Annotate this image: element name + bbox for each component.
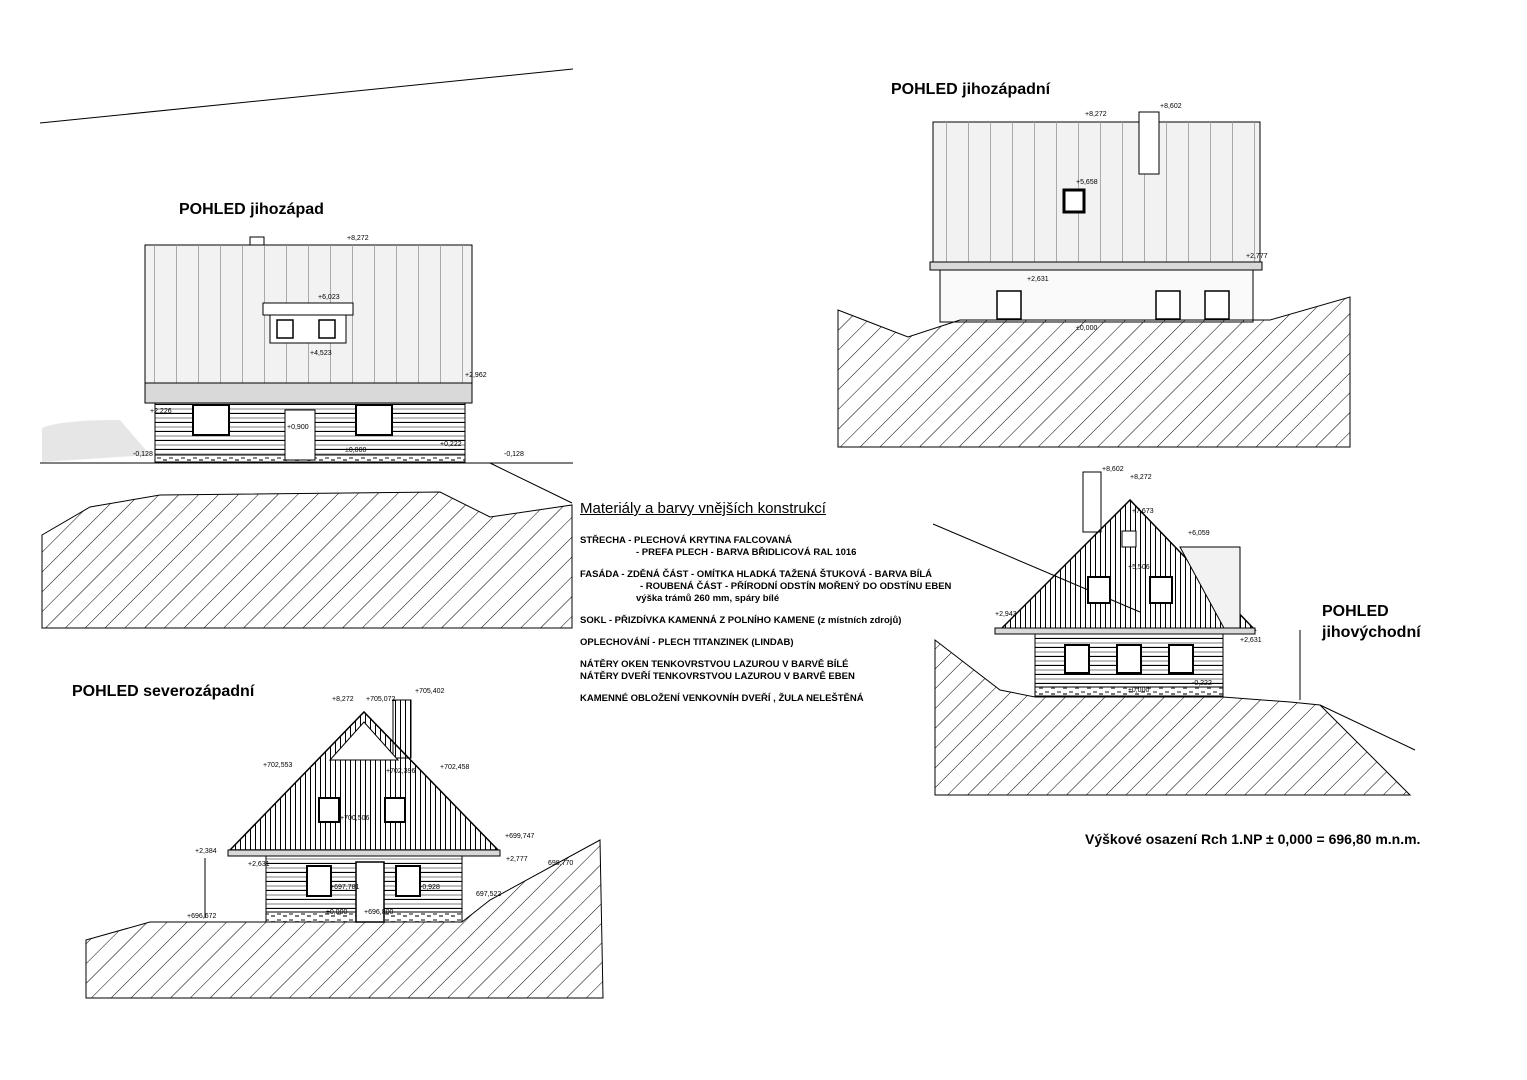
dormer-window xyxy=(277,320,293,338)
level-mark: +702,553 xyxy=(263,762,293,769)
level-mark: ±0,000 xyxy=(1128,687,1150,694)
terrain-section xyxy=(838,297,1350,447)
chimney xyxy=(1139,112,1159,174)
window xyxy=(307,866,331,896)
window xyxy=(319,798,339,822)
level-mark: +8,272 xyxy=(1130,474,1152,481)
level-mark: +5,506 xyxy=(1128,564,1150,571)
dormer-roof xyxy=(263,303,353,315)
level-mark: +697,781 xyxy=(330,884,360,891)
note-line: OPLECHOVÁNÍ - PLECH TITANZINEK (LINDAB) xyxy=(580,637,794,648)
note-line: - PREFA PLECH - BARVA BŘIDLICOVÁ RAL 1016 xyxy=(636,547,857,558)
level-mark: +7,673 xyxy=(1132,508,1154,515)
view-title-southeast-line2: jihovýchodní xyxy=(1322,624,1421,641)
window xyxy=(356,405,392,435)
level-mark: +2,226 xyxy=(150,408,172,415)
window xyxy=(193,405,229,435)
level-mark: +5,658 xyxy=(1076,179,1098,186)
view-title-northwest: POHLED severozápadní xyxy=(72,683,255,700)
chimney xyxy=(1083,472,1101,532)
level-mark: 697,522 xyxy=(476,891,502,898)
eaves xyxy=(145,383,472,403)
level-mark: +2,777 xyxy=(1246,253,1268,260)
level-mark: +702,396 xyxy=(386,768,416,775)
note-line: STŘECHA - PLECHOVÁ KRYTINA FALCOVANÁ xyxy=(580,535,792,546)
level-mark: +6,059 xyxy=(1188,530,1210,537)
window xyxy=(1156,291,1180,319)
note-plinth xyxy=(580,615,1000,627)
level-mark: ±0,000 xyxy=(326,909,348,916)
level-mark: 698,770 xyxy=(548,860,574,867)
level-mark: +702,458 xyxy=(440,764,470,771)
level-mark: +705,402 xyxy=(415,688,445,695)
terrain-section xyxy=(42,492,572,628)
window xyxy=(1117,645,1141,673)
level-mark: +2,631 xyxy=(248,861,270,868)
view-title-southwest: POHLED jihozápad xyxy=(179,201,324,218)
level-mark: +0,900 xyxy=(287,424,309,431)
level-mark: -0,222 xyxy=(1192,680,1212,687)
view-title-southwest-2: POHLED jihozápadní xyxy=(891,81,1051,98)
materials-notes xyxy=(580,500,1000,715)
note-line: FASÁDA - ZDĚNÁ ČÁST - OMÍTKA HLADKÁ TAŽENÁ ŠTUKOVÁ - BARVA BÍLÁ xyxy=(580,569,933,580)
window xyxy=(1205,291,1229,319)
window xyxy=(1150,577,1172,603)
level-mark: +2,962 xyxy=(465,372,487,379)
note-line: KAMENNÉ OBLOŽENÍ VENKOVNÍH DVEŘÍ , ŽULA NELEŠTĚNÁ xyxy=(580,693,864,704)
view-title-southeast-line1: POHLED xyxy=(1322,603,1389,620)
level-mark: ±0,000 xyxy=(345,447,367,454)
height-note: Výškové osazení Rch 1.NP ± 0,000 = 696,80 m.n.m. xyxy=(1085,831,1421,847)
eaves xyxy=(228,850,500,856)
level-mark: +4,523 xyxy=(310,350,332,357)
window xyxy=(1169,645,1193,673)
window xyxy=(385,798,405,822)
window xyxy=(997,291,1021,319)
note-line: NÁTĚRY DVEŘÍ TENKOVRSTVOU LAZUROU V BARVĚ EBEN xyxy=(580,671,855,682)
view-southwest-2 xyxy=(838,103,1350,447)
level-mark: -0,128 xyxy=(504,451,524,458)
window xyxy=(1088,577,1110,603)
gable-vent xyxy=(1122,531,1136,547)
view-southwest xyxy=(40,69,573,628)
level-mark: +696,672 xyxy=(187,913,217,920)
level-mark: +8,272 xyxy=(332,696,354,703)
level-mark: +699,747 xyxy=(505,833,535,840)
note-line: NÁTĚRY OKEN TENKOVRSTVOU LAZUROU V BARVĚ BÍLÉ xyxy=(580,659,849,670)
level-mark: -0,128 xyxy=(133,451,153,458)
level-mark: +705,072 xyxy=(366,696,396,703)
door xyxy=(285,410,315,460)
terrain-slope xyxy=(490,463,572,503)
note-roof xyxy=(580,535,1000,559)
window xyxy=(1065,645,1089,673)
level-mark: +2,631 xyxy=(1027,276,1049,283)
level-mark: +2,943 xyxy=(995,611,1017,618)
level-mark: +8,602 xyxy=(1102,466,1124,473)
roof-window xyxy=(1064,190,1084,212)
level-mark: +8,272 xyxy=(347,235,369,242)
eaves xyxy=(930,262,1262,270)
roof-seams xyxy=(933,122,1260,262)
level-mark: +8,272 xyxy=(1085,111,1107,118)
note-flashing xyxy=(580,637,1000,649)
chimney xyxy=(250,237,264,245)
terrain-line xyxy=(40,69,573,123)
level-mark: +0,222 xyxy=(440,441,462,448)
view-northwest xyxy=(86,688,603,998)
materials-heading: Materiály a barvy vnějších konstrukcí xyxy=(580,500,826,517)
level-mark: +6,023 xyxy=(318,294,340,301)
level-mark: +8,602 xyxy=(1160,103,1182,110)
window xyxy=(396,866,420,896)
level-mark: +696,800 xyxy=(364,909,394,916)
level-mark: +2,384 xyxy=(195,848,217,855)
note-facade xyxy=(580,569,1000,605)
level-mark: ±0,000 xyxy=(1076,325,1098,332)
note-line: výška trámů 260 mm, spáry bílé xyxy=(636,593,780,604)
dormer-window xyxy=(319,320,335,338)
level-mark: +700,506 xyxy=(340,815,370,822)
level-mark: +2,777 xyxy=(506,856,528,863)
level-mark: -0,928 xyxy=(420,884,440,891)
note-line: - ROUBENÁ ČÁST - PŘÍRODNÍ ODSTÍN MOŘENÝ DO ODSTÍNU EBEN xyxy=(640,581,952,592)
eaves xyxy=(995,628,1255,634)
level-mark: +2,631 xyxy=(1240,637,1262,644)
note-paint xyxy=(580,659,1000,683)
note-line: SOKL - PŘIZDÍVKA KAMENNÁ Z POLNÍHO KAMENE (z místních zdrojů) xyxy=(580,615,902,626)
note-door-stone xyxy=(580,693,1000,705)
